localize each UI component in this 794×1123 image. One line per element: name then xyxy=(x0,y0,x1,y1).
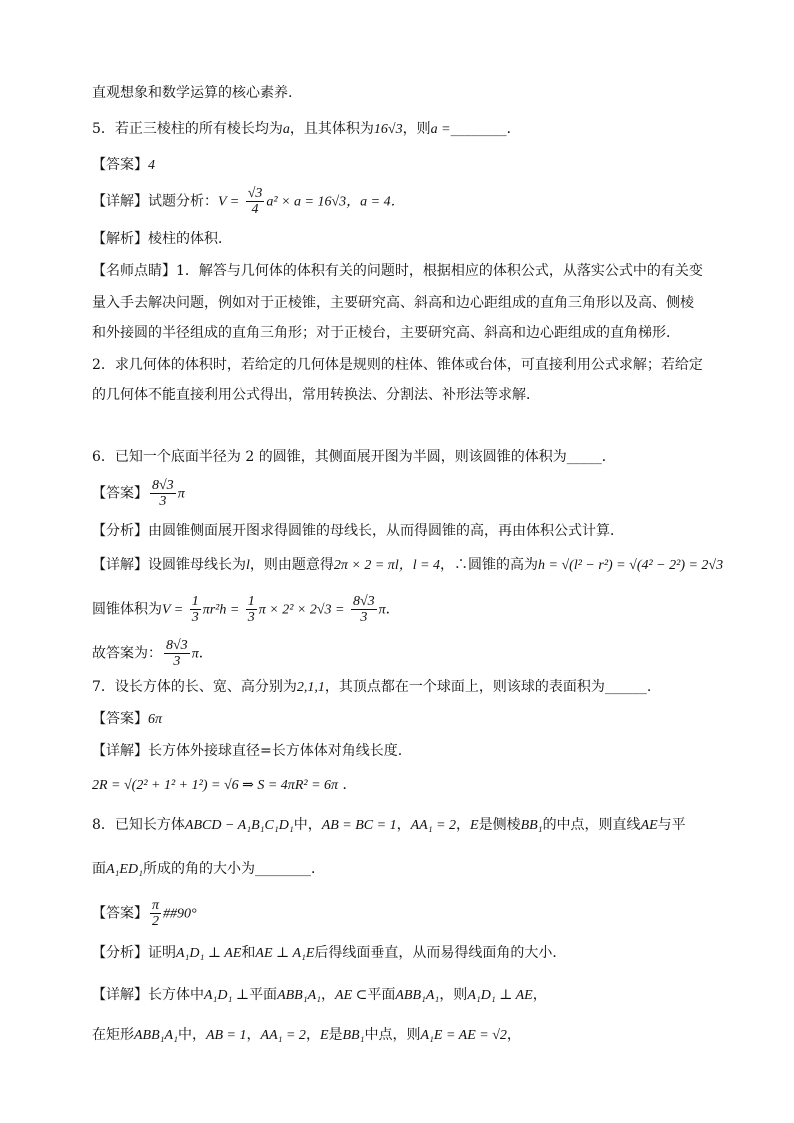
answer-tag: 【答案】 xyxy=(92,905,148,922)
fraction: $\frac{8√3}{3}$ xyxy=(352,594,375,625)
question-6: 6．已知一个底面半径为 2 的圆锥，其侧面展开图为半圆，则该圆锥的体积为_____． xyxy=(92,449,616,465)
fraction: $\frac{√3}{4}$ xyxy=(247,186,263,217)
detail-tag: 【详解】 xyxy=(92,557,148,573)
fraction: $\frac{1}{3}$ xyxy=(191,594,199,625)
detail-8: 【详解】长方体中A₁D₁ ⊥平面ABB₁A₁，AE ⊂平面ABB₁A₁，则A₁D₁ ⊥ AE， xyxy=(92,987,547,1003)
question-7: 7．设长方体的长、宽、高分别为2,1,1，其顶点都在一个球面上，则该球的表面积为______. xyxy=(92,679,652,695)
detail-7: 【详解】长方体外接球直径=长方体体对角线长度. xyxy=(92,743,403,759)
question-5: 5．若正三棱柱的所有棱长均为a，且其体积为16√3，则a =________． xyxy=(92,121,521,137)
analysis-tag: 【分析】 xyxy=(92,945,148,961)
answer-tag: 【答案】 xyxy=(92,485,148,502)
answer-tag: 【答案】 xyxy=(92,157,148,173)
detail-6-volume: 圆锥体积为V = $\frac{1}{3}$ πr²h = $\frac{1}{3}$ π × 2² × 2√3 = $\frac{8√3}{3}$ π． xyxy=(92,594,400,625)
fraction: $\frac{1}{3}$ xyxy=(247,594,255,625)
fraction: $\frac{\pi}{2}$ xyxy=(152,898,160,929)
text-line: 量入手去解决问题，例如对于正棱锥，主要研究高、斜高和边心距组成的直角三角形以及高、侧棱 xyxy=(92,295,694,311)
analysis-6: 【分析】由圆锥侧面展开图求得圆锥的母线长，从而得圆锥的高，再由体积公式计算． xyxy=(92,523,624,539)
detail-tag: 【详解】 xyxy=(92,193,148,210)
fraction: $\frac{8√3}{3}$ xyxy=(152,478,174,509)
detail-tag: 【详解】 xyxy=(92,987,148,1003)
equation-7: 2R = √(2² + 1² + 1²) = √6 ⇒ S = 4πR² = 6π ． xyxy=(92,777,357,793)
analysis-8: 【分析】证明A₁D₁ ⊥ AE和AE ⊥ A₁E后得线面垂直，从而易得线面角的大小． xyxy=(92,945,567,961)
analysis-5: 【解析】棱柱的体积． xyxy=(92,231,232,247)
detail-8-cont: 在矩形ABB₁A₁中，AB = 1，AA₁ = 2，E是BB₁中点，则A₁E = AE = √2， xyxy=(92,1027,521,1043)
text-line: 和外接圆的半径组成的直角三角形；对于正棱台，主要研究高、斜高和边心距组成的直角梯形． xyxy=(92,325,680,341)
detail-5: 【详解】试题分析：V = $\frac{√3}{4}$ a² × a = 16√3，a = 4． xyxy=(92,186,405,217)
fraction: $\frac{8√3}{3}$ xyxy=(166,638,188,669)
answer-7: 【答案】6π xyxy=(92,711,163,727)
analysis-tag: 【解析】 xyxy=(92,231,148,247)
detail-tag: 【详解】 xyxy=(92,743,148,759)
answer-tag: 【答案】 xyxy=(92,711,148,727)
question-8: 8．已知长方体ABCD − A₁B₁C₁D₁中，AB = BC = 1，AA₁ = 2，E是侧棱BB₁的中点，则直线AE与平 xyxy=(92,817,686,833)
text-line: 直观想象和数学运算的核心素养. xyxy=(92,85,293,101)
note-5: 【名师点睛】1．解答与几何体的体积有关的问题时，根据相应的体积公式，从落实公式中的有关变 xyxy=(92,263,703,279)
final-answer-6: 故答案为： $\frac{8√3}{3}$ π． xyxy=(92,638,213,669)
detail-6: 【详解】设圆锥母线长为l，则由题意得2π × 2 = πl，l = 4，∴圆锥的高为h = √(l² − r²) = √(4² − 2²) = 2√3 xyxy=(92,557,724,573)
question-8-cont: 面A₁ED₁所成的角的大小为________． xyxy=(92,861,325,877)
answer-8: 【答案】 $\frac{\pi}{2}$ ##90° xyxy=(92,898,197,929)
note-tag: 【名师点睛】 xyxy=(92,263,176,279)
analysis-tag: 【分析】 xyxy=(92,523,148,539)
text-line: 2．求几何体的体积时，若给定的几何体是规则的柱体、锥体或台体，可直接利用公式求解；若给定 xyxy=(92,357,703,373)
answer-6: 【答案】 $\frac{8√3}{3}$ π xyxy=(92,478,185,509)
answer-5: 【答案】4 xyxy=(92,157,155,173)
text-line: 的几何体不能直接利用公式得出，常用转换法、分割法、补形法等求解． xyxy=(92,387,540,403)
